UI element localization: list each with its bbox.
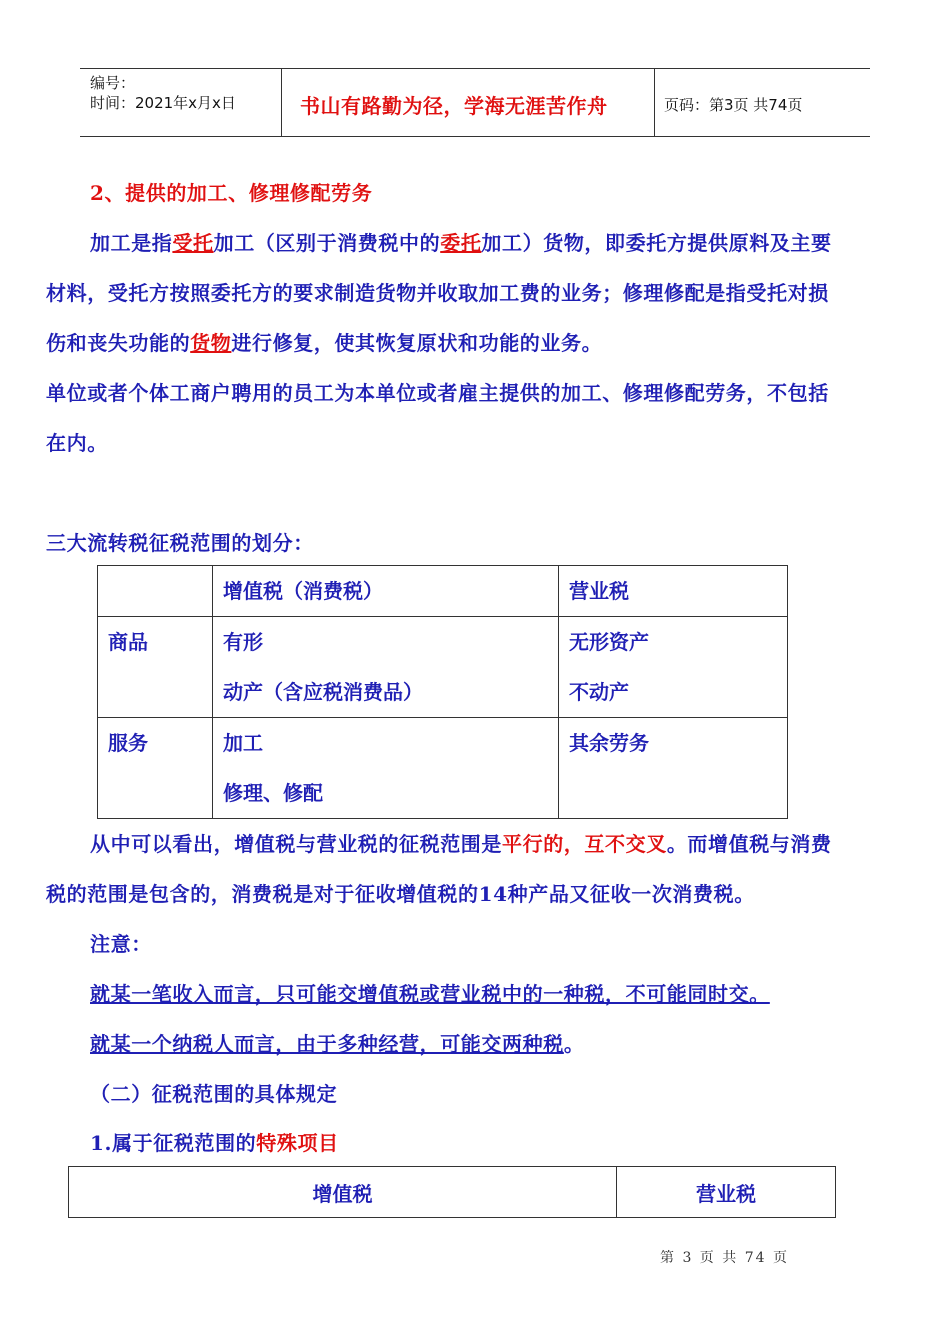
text-run: 进行修复，使其恢复原状和功能的业务。 [231, 331, 603, 355]
header-divider [654, 68, 655, 136]
cell-line: 修理、修配 [223, 781, 323, 805]
tax-scope-table [97, 565, 788, 819]
paragraph-employee-line1: 单位或者个体工商户聘用的员工为本单位或者雇主提供的加工、修理修配劳务，不包括 [46, 381, 829, 405]
paragraph-processing-line1 [90, 218, 832, 268]
text-run: 加工是指 [90, 231, 173, 255]
text-run: 就某一个纳税人而言，由于多种经营，可能交两种税 [90, 1032, 564, 1056]
header-divider [281, 68, 282, 136]
table-cell [559, 617, 788, 718]
table-header-vat: 增值税 [69, 1167, 617, 1218]
section-title: 2、提供的加工、修理修配劳务 [90, 181, 373, 205]
note-title: 注意： [90, 932, 152, 956]
table-header-business-tax: 营业税 [559, 566, 788, 617]
cell-line: 不动产 [569, 680, 629, 704]
table-cell [213, 718, 559, 819]
table-cell [559, 718, 788, 819]
paragraph-processing-line2: 材料，受托方按照委托方的要求制造货物并收取加工费的业务；修理修配是指受托对损 [46, 281, 829, 305]
header-motto: 书山有路勤为径，学海无涯苦作舟 [300, 94, 608, 118]
highlight-parallel: 平行的，互不交叉 [502, 832, 667, 856]
paragraph-processing-line3 [46, 318, 602, 368]
text-run: 。 [563, 1032, 585, 1056]
text-run: 从中可以看出，增值税与营业税的征税范围是 [90, 832, 502, 856]
text-run: 1.属于征税范围的 [90, 1131, 257, 1155]
highlight-entrusted: 受托 [172, 231, 214, 255]
table-header-blank [98, 566, 213, 617]
highlight-goods: 货物 [190, 331, 232, 355]
special-items-table [68, 1166, 836, 1218]
text-run: 加工）货物，即委托方提供原料及主要 [481, 231, 832, 255]
table-header-vat: 增值税（消费税） [213, 566, 559, 617]
subsection-title: （二）征税范围的具体规定 [90, 1082, 338, 1106]
cell-line: 加工 [223, 731, 263, 755]
cell-line: 动产（含应税消费品） [223, 680, 423, 704]
paragraph-employee-line2: 在内。 [46, 431, 108, 455]
text-run: 加工（区别于消费税中的 [213, 231, 441, 255]
table-cell [213, 617, 559, 718]
highlight-commissioned: 委托 [440, 231, 482, 255]
table-header-business-tax: 营业税 [617, 1167, 836, 1218]
division-title: 三大流转税征税范围的划分： [46, 531, 314, 555]
table-row-label: 商品 [98, 617, 213, 718]
text-run: 。而增值税与消费 [666, 832, 832, 856]
note-line1: 就某一笔收入而言，只可能交增值税或营业税中的一种税，不可能同时交。 [90, 982, 770, 1006]
header-top-rule [80, 68, 870, 69]
cell-line: 有形 [223, 630, 263, 654]
header-page-info: 页码：第3页 共74页 [664, 96, 803, 114]
doc-time-label: 时间：2021年x月x日 [90, 94, 236, 112]
paragraph-conclusion-line1 [90, 819, 832, 869]
special-items-title [90, 1118, 339, 1168]
cell-line: 无形资产 [569, 630, 649, 654]
page-footer: 第 3 页 共 74 页 [660, 1250, 789, 1266]
header-bottom-rule [80, 136, 870, 137]
text-run: 伤和丧失功能的 [46, 331, 191, 355]
highlight-special-items: 特殊项目 [256, 1131, 339, 1155]
paragraph-conclusion-line2: 税的范围是包含的，消费税是对于征收增值税的14种产品又征收一次消费税。 [46, 882, 755, 906]
cell-line: 其余劳务 [569, 731, 649, 755]
table-row-label: 服务 [98, 718, 213, 819]
doc-number-label: 编号： [90, 74, 136, 92]
note-line2 [90, 1019, 584, 1069]
